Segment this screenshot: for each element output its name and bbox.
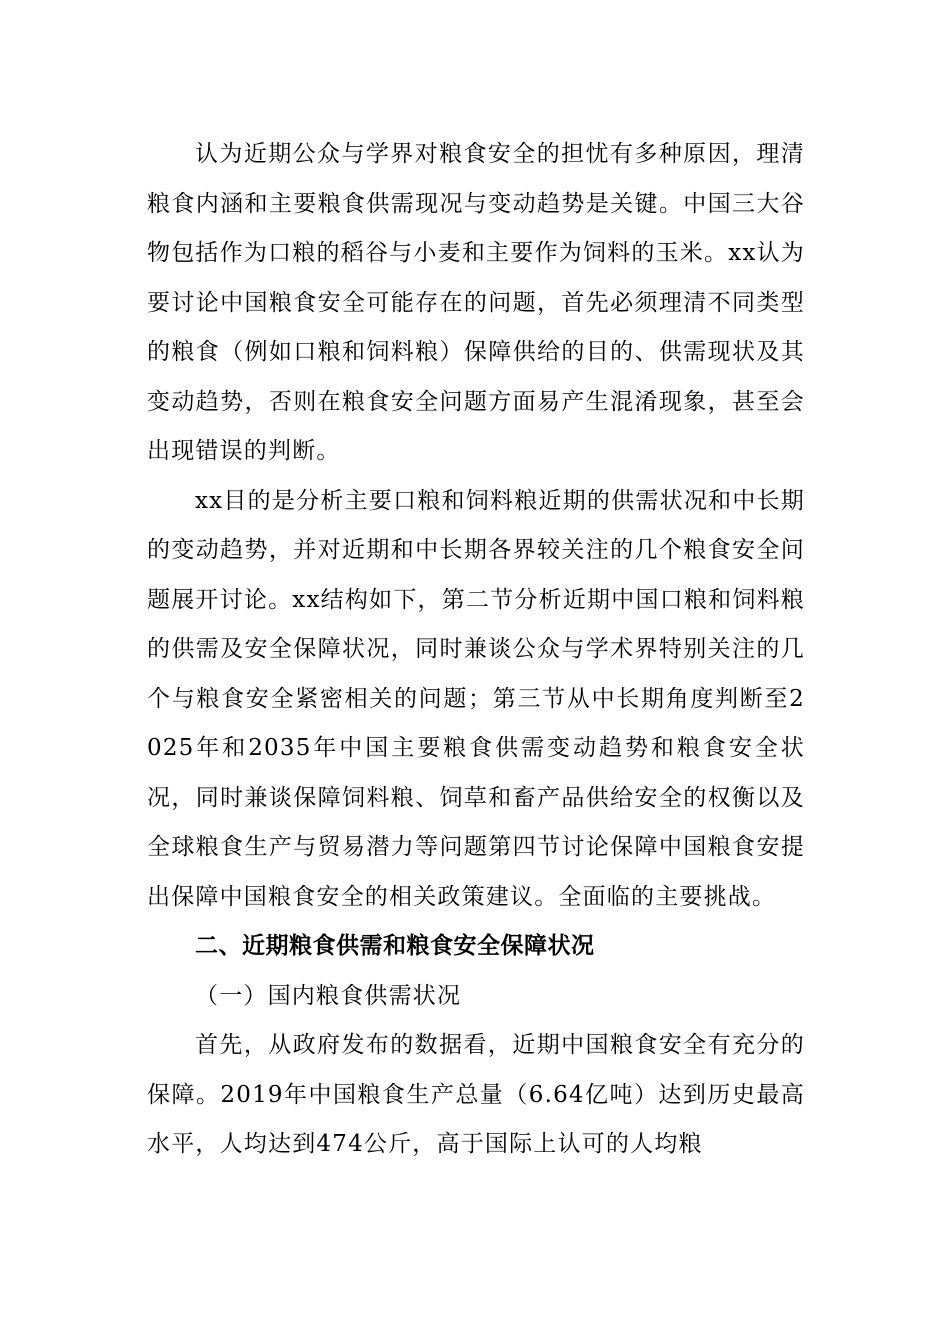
subsection-heading-1: （一）国内粮食供需状况 [195,982,462,1009]
section-heading-2: 二、近期粮食供需和粮食安全保障状况 [195,933,595,959]
paragraph-1: 认为近期公众与学界对粮食安全的担忧有多种原因，理清粮食内涵和主要粮食供需现况与变动趋势是关键。中国三大谷物包括作为口粮的稻谷与小麦和主要作为饲料的玉米。xx认为要讨论中国粮食安全可能存在的问题，首先必须理清不同类型的粮食（例如口粮和饲料粮）保障供给的目的、供需现状及其变动趋势，否则在粮食安全问题方面易产生混淆现象，甚至会出现错误的判断。 [147,141,805,464]
paragraph-3: 首先，从政府发布的数据看，近期中国粮食安全有充分的保障。2019年中国粮食生产总量（6.64亿吨）达到历史最高水平，人均达到474公斤，高于国际上认可的人均粮 [147,1032,805,1157]
document-body [147,130,805,1170]
paragraph-2: xx目的是分析主要口粮和饲料粮近期的供需状况和中长期的变动趋势，并对近期和中长期各界较关注的几个粮食安全问题展开讨论。xx结构如下，第二节分析近期中国口粮和饲料粮的供需及安全保障状况，同时兼谈公众与学术界特别关注的几个与粮食安全紧密相关的问题；第三节从中长期角度判断至2025年和2035年中国主要粮食供需变动趋势和粮食安全状况，同时兼谈保障饲料粮、饲草和畜产品供给安全的权衡以及全球粮食生产与贸易潜力等问题第四节讨论保障中国粮食安提出保障中国粮食安全的相关政策建议。全面临的主要挑战。 [147,487,805,910]
